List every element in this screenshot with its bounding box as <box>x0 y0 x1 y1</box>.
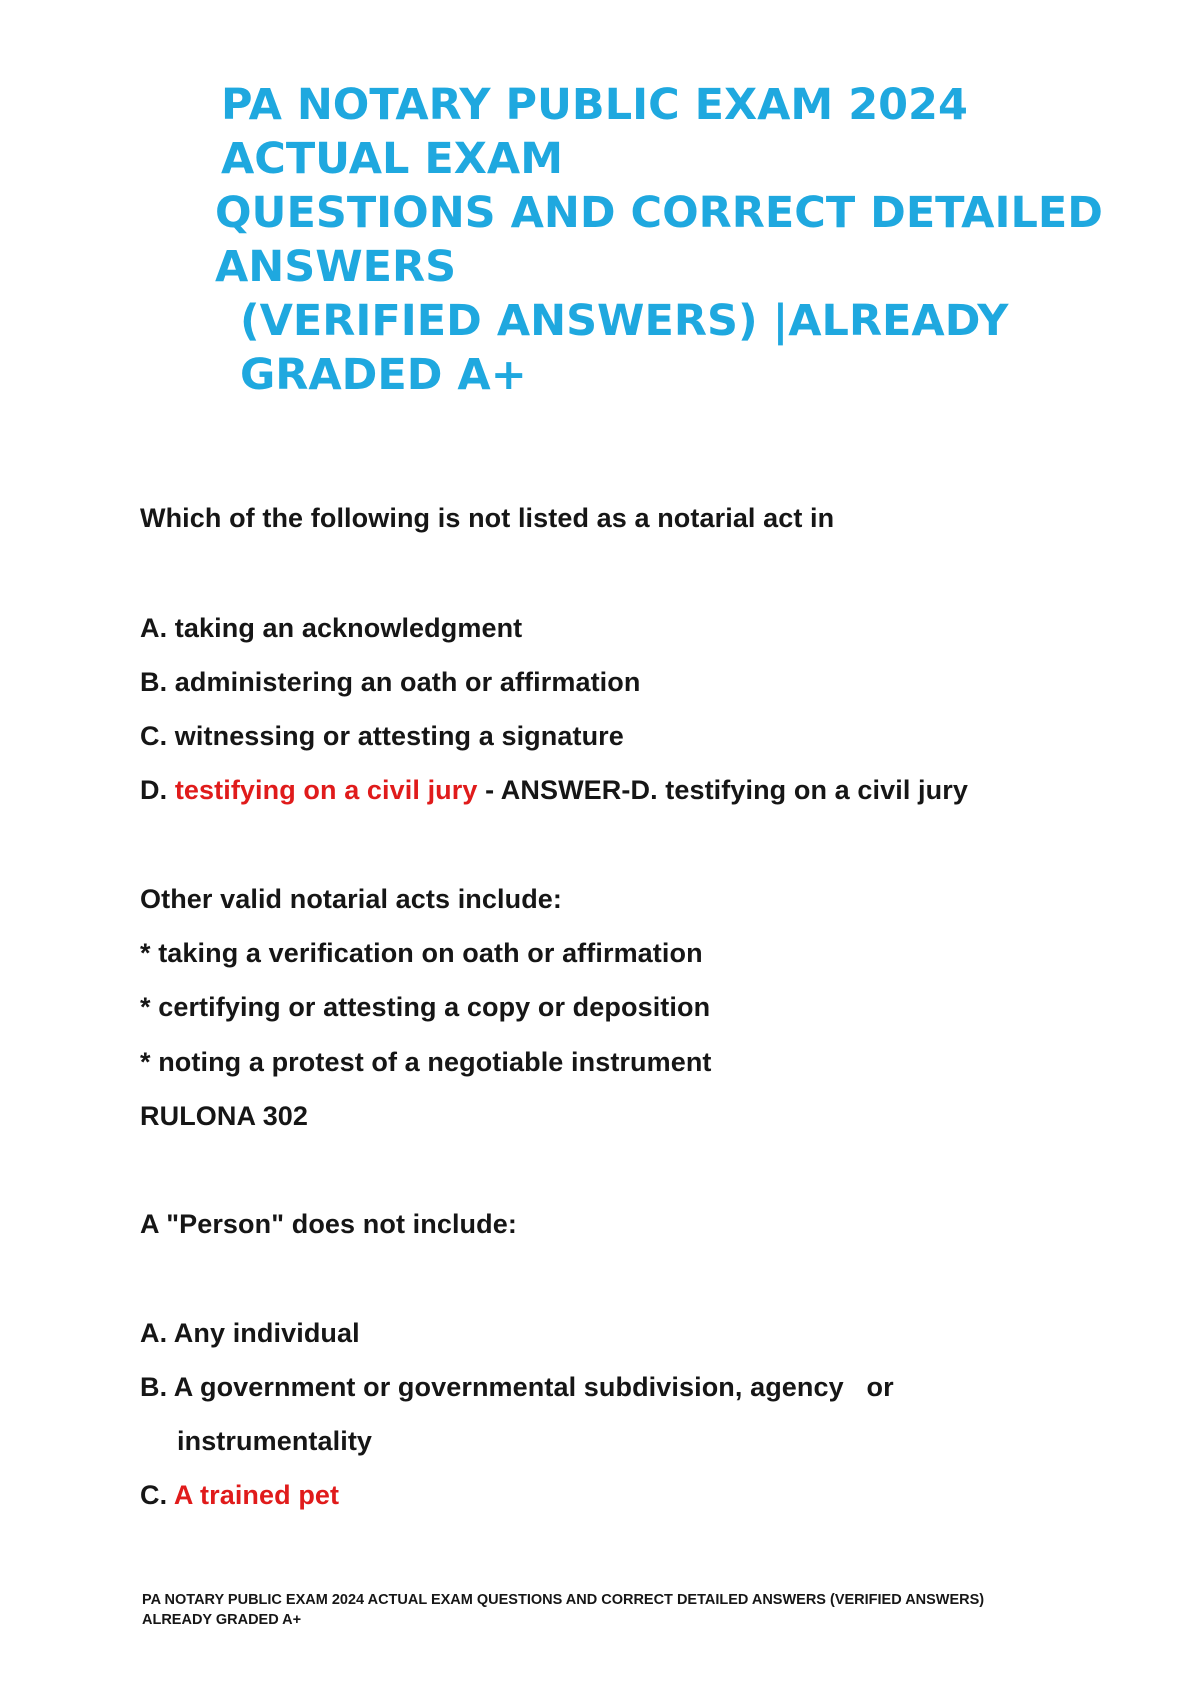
answer-key: - ANSWER-D. testifying on a civil jury <box>477 775 968 805</box>
title-line: ACTUAL EXAM <box>221 134 564 184</box>
footer-line: PA NOTARY PUBLIC EXAM 2024 ACTUAL EXAM QUESTIONS AND CORRECT DETAILED ANSWERS (VERIFIED ANSWERS) <box>142 1592 985 1608</box>
question-1-option-d <box>140 775 968 806</box>
document-title <box>0 78 1200 402</box>
question-2-option-c <box>140 1480 339 1511</box>
explanation-item: * taking a verification on oath or affirmation <box>140 938 703 968</box>
explanation-item: * certifying or attesting a copy or deposition <box>140 992 711 1022</box>
question-2-option-b: B. A government or governmental subdivision, agency or <box>140 1372 894 1402</box>
option-c-prefix: C. <box>140 1480 174 1510</box>
title-line: ANSWERS <box>215 242 457 292</box>
title-line: QUESTIONS AND CORRECT DETAILED <box>215 188 1103 238</box>
question-2-option-b-continued: instrumentality <box>177 1426 373 1456</box>
question-1-option-b: B. administering an oath or affirmation <box>140 667 641 697</box>
explanation-item: * noting a protest of a negotiable instrument <box>140 1047 712 1077</box>
page-footer <box>142 1590 1102 1630</box>
question-1-option-a: A. taking an acknowledgment <box>140 613 523 643</box>
correct-answer-highlight: A trained pet <box>173 1480 340 1510</box>
question-2-text: A "Person" does not include: <box>140 1209 517 1239</box>
option-d-prefix: D. <box>140 775 175 805</box>
explanation-intro: Other valid notarial acts include: <box>140 884 563 914</box>
title-line: PA NOTARY PUBLIC EXAM 2024 <box>221 80 968 130</box>
question-1-text: Which of the following is not listed as a notarial act in <box>140 503 835 533</box>
correct-answer-highlight: testifying on a civil jury <box>174 775 478 805</box>
question-2-option-a: A. Any individual <box>140 1318 360 1348</box>
footer-line: ALREADY GRADED A+ <box>142 1612 302 1628</box>
title-line: (VERIFIED ANSWERS) |ALREADY <box>240 296 1009 346</box>
title-line: GRADED A+ <box>240 350 527 400</box>
reference-citation: RULONA 302 <box>140 1101 309 1131</box>
question-1-option-c: C. witnessing or attesting a signature <box>140 721 624 751</box>
